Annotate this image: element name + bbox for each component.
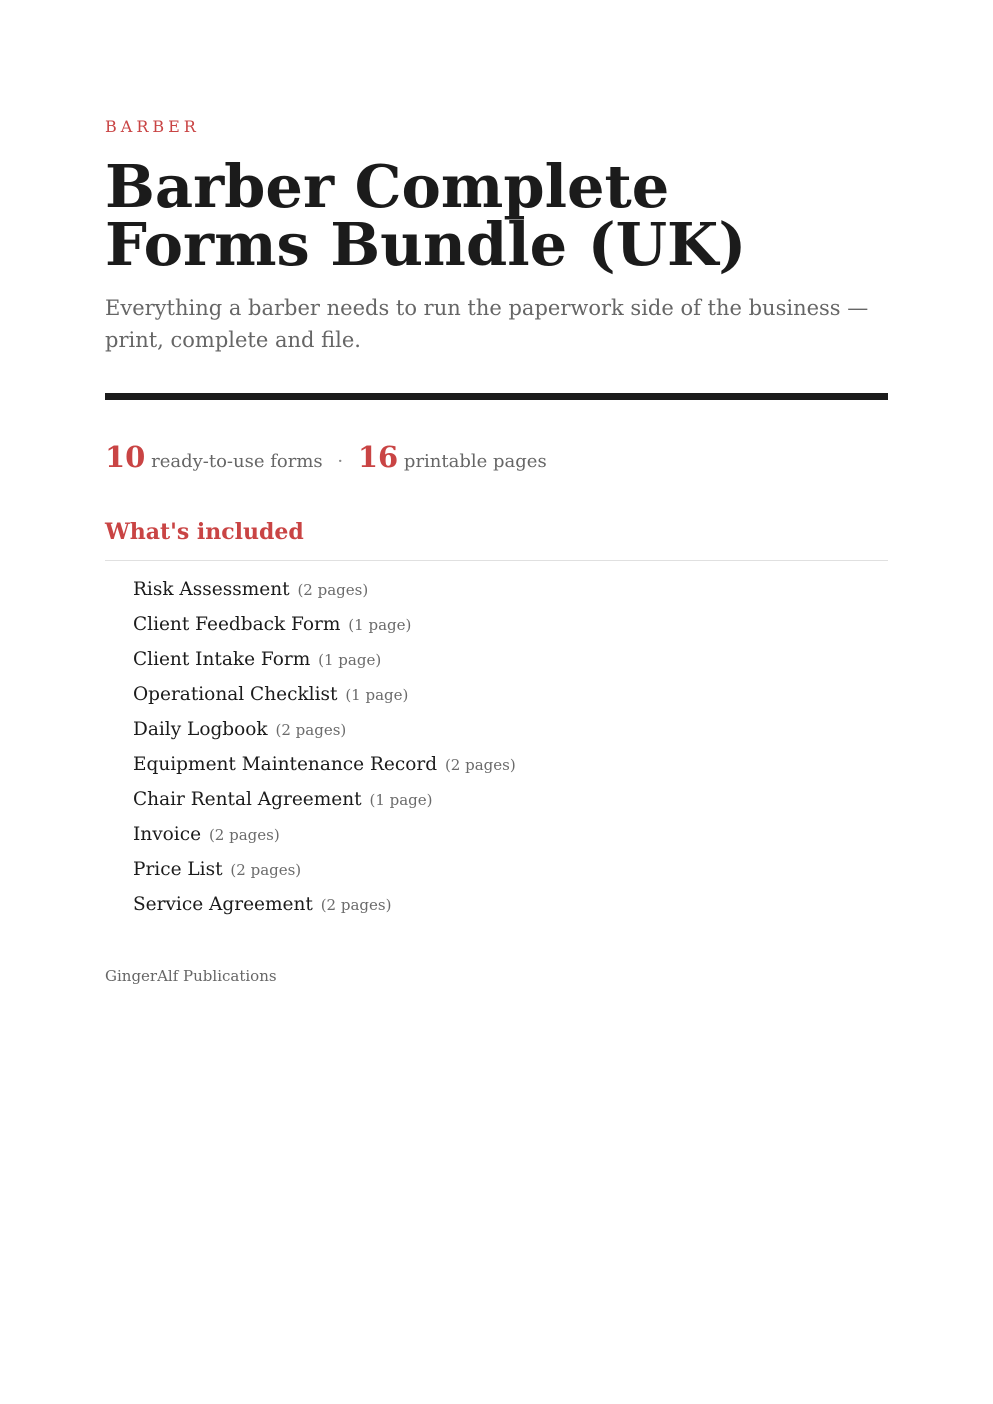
list-item-pages: (1 page): [348, 616, 412, 634]
forms-count-label: ready-to-use forms: [151, 451, 323, 472]
publisher-name: GingerAlf Publications: [105, 967, 277, 985]
list-item-name: Price List: [133, 859, 223, 880]
list-item-name: Equipment Maintenance Record: [133, 754, 438, 775]
list-item-pages: (2 pages): [320, 896, 392, 914]
list-item-name: Operational Checklist: [133, 684, 338, 705]
list-item-pages: (2 pages): [444, 756, 516, 774]
forms-count: 10: [105, 440, 146, 474]
list-item-pages: (2 pages): [275, 721, 347, 739]
list-item-name: Daily Logbook: [133, 719, 268, 740]
list-item-pages: (1 page): [345, 686, 409, 704]
list-item-pages: (1 page): [369, 791, 433, 809]
category-eyebrow: BARBER: [105, 117, 200, 136]
title-divider: [105, 393, 888, 400]
list-item-pages: (2 pages): [230, 861, 302, 879]
section-divider: [105, 560, 888, 561]
list-item-name: Client Feedback Form: [133, 614, 341, 635]
section-heading-included: What's included: [105, 519, 304, 545]
stats-line: [105, 440, 547, 474]
list-item-name: Invoice: [133, 824, 202, 845]
list-item-name: Risk Assessment: [133, 579, 290, 600]
document-title: Barber Complete Forms Bundle (UK): [105, 152, 747, 279]
list-item-pages: (1 page): [318, 651, 382, 669]
stats-separator: ·: [337, 451, 344, 472]
list-item-name: Client Intake Form: [133, 649, 311, 670]
list-item-name: Service Agreement: [133, 894, 313, 915]
document-subtitle: Everything a barber needs to run the paperwork side of the business — print, complete and file.: [105, 296, 869, 352]
list-item-pages: (2 pages): [297, 581, 369, 599]
list-item-pages: (2 pages): [208, 826, 280, 844]
pages-count: 16: [357, 440, 399, 474]
list-item-name: Chair Rental Agreement: [133, 789, 362, 810]
pages-count-label: printable pages: [403, 451, 547, 472]
